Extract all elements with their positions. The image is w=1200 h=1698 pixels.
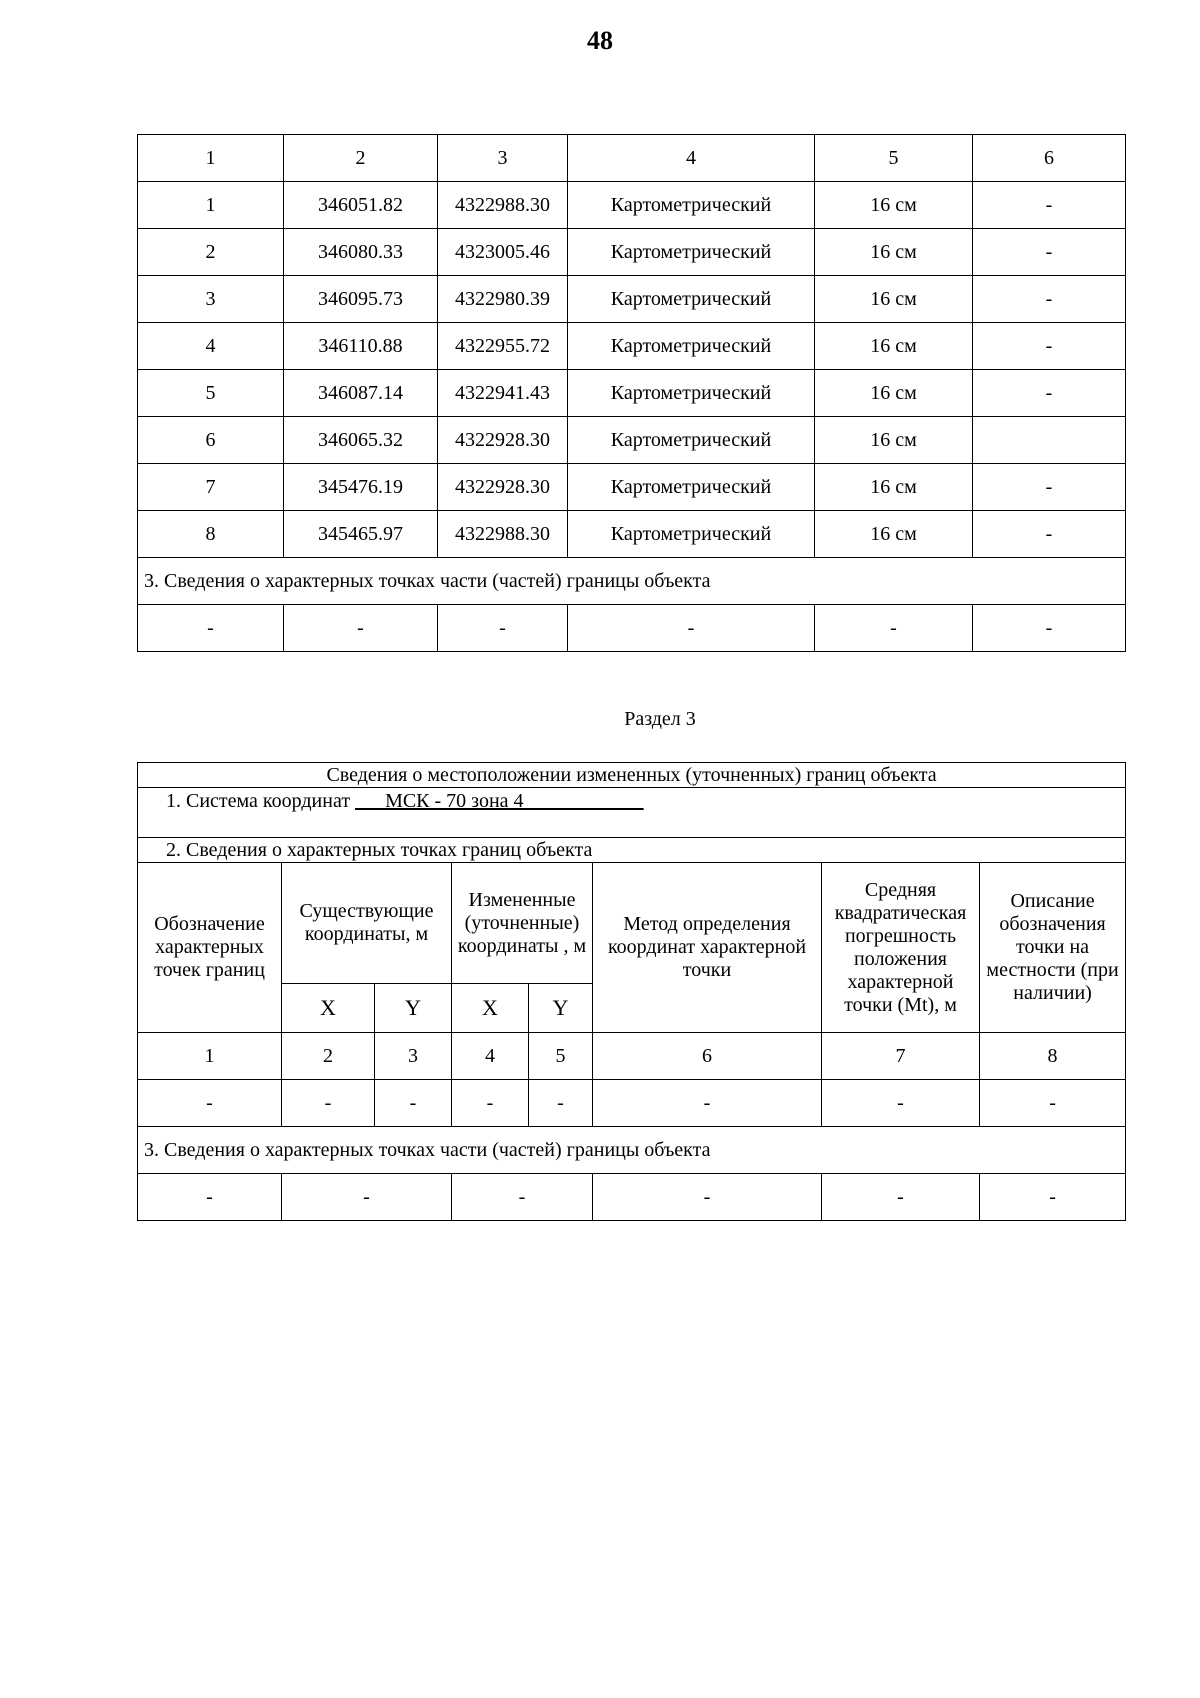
dash-cell: - xyxy=(593,1174,822,1221)
dash-cell: - xyxy=(375,1080,452,1127)
description-cell: - xyxy=(973,182,1126,229)
method-header: Метод определения координат характерной точки xyxy=(593,863,822,1033)
description-cell: - xyxy=(973,276,1126,323)
y-coordinate-cell: 4322988.30 xyxy=(438,182,568,229)
header-cell: 3 xyxy=(438,135,568,182)
parts-title-row xyxy=(138,558,1126,605)
dash-cell: - xyxy=(282,1080,375,1127)
parts-title: 3. Сведения о характерных точках части (частей) границы объекта xyxy=(138,558,1126,605)
error-cell: 16 см xyxy=(815,323,973,370)
dash-cell: - xyxy=(973,605,1126,652)
method-cell: Картометрический xyxy=(568,370,815,417)
x-coordinate-cell: 346051.82 xyxy=(284,182,438,229)
description-cell: - xyxy=(973,323,1126,370)
description-cell: - xyxy=(973,370,1126,417)
dash-cell: - xyxy=(452,1174,593,1221)
dash-cell: - xyxy=(438,605,568,652)
dash-cell: - xyxy=(138,1174,282,1221)
error-cell: 16 см xyxy=(815,229,973,276)
error-cell: 16 см xyxy=(815,464,973,511)
description-cell xyxy=(973,417,1126,464)
dash-cell: - xyxy=(980,1080,1126,1127)
x-header: X xyxy=(452,984,529,1033)
error-cell: 16 см xyxy=(815,511,973,558)
column-number: 2 xyxy=(282,1033,375,1080)
x-coordinate-cell: 346087.14 xyxy=(284,370,438,417)
method-cell: Картометрический xyxy=(568,182,815,229)
description-cell: - xyxy=(973,229,1126,276)
column-number: 4 xyxy=(452,1033,529,1080)
table-title: Сведения о местоположении измененных (уточненных) границ объекта xyxy=(138,763,1126,788)
header-cell: 5 xyxy=(815,135,973,182)
x-coordinate-cell: 346080.33 xyxy=(284,229,438,276)
dash-cell: - xyxy=(138,605,284,652)
table-row xyxy=(138,182,1126,229)
error-header: Средняя квадратическая погрешность положения характерной точки (Mt), м xyxy=(822,863,980,1033)
y-header: Y xyxy=(375,984,452,1033)
header-cell: 4 xyxy=(568,135,815,182)
column-number: 1 xyxy=(138,1033,282,1080)
coordinate-system-label: 1. Система координат xyxy=(166,790,356,812)
table-row xyxy=(138,511,1126,558)
existing-coordinates-header: Существующие координаты, м xyxy=(282,863,452,984)
dash-cell: - xyxy=(138,1080,282,1127)
point-number-cell: 2 xyxy=(138,229,284,276)
error-cell: 16 см xyxy=(815,182,973,229)
method-cell: Картометрический xyxy=(568,229,815,276)
method-cell: Картометрический xyxy=(568,511,815,558)
header-cell: 1 xyxy=(138,135,284,182)
x-header: X xyxy=(282,984,375,1033)
table-row xyxy=(138,276,1126,323)
table-row xyxy=(138,1080,1126,1127)
table-row xyxy=(138,417,1126,464)
dash-cell: - xyxy=(822,1174,980,1221)
method-cell: Картометрический xyxy=(568,323,815,370)
point-number-cell: 5 xyxy=(138,370,284,417)
table-row xyxy=(138,370,1126,417)
page-number: 48 xyxy=(587,26,613,55)
y-coordinate-cell: 4322941.43 xyxy=(438,370,568,417)
y-coordinate-cell: 4323005.46 xyxy=(438,229,568,276)
description-cell: - xyxy=(973,511,1126,558)
y-coordinate-cell: 4322928.30 xyxy=(438,417,568,464)
point-number-cell: 8 xyxy=(138,511,284,558)
points-title-row xyxy=(138,838,1126,863)
point-number-cell: 4 xyxy=(138,323,284,370)
x-coordinate-cell: 346095.73 xyxy=(284,276,438,323)
point-number-cell: 6 xyxy=(138,417,284,464)
boundary-points-table xyxy=(137,134,1126,652)
dash-cell: - xyxy=(593,1080,822,1127)
method-cell: Картометрический xyxy=(568,276,815,323)
column-number: 3 xyxy=(375,1033,452,1080)
description-header: Описание обозначения точки на местности (при наличии) xyxy=(980,863,1126,1033)
column-number: 5 xyxy=(529,1033,593,1080)
table-row xyxy=(138,605,1126,652)
column-number: 8 xyxy=(980,1033,1126,1080)
y-coordinate-cell: 4322988.30 xyxy=(438,511,568,558)
point-number-cell: 7 xyxy=(138,464,284,511)
dash-cell: - xyxy=(822,1080,980,1127)
dash-cell: - xyxy=(815,605,973,652)
coordinate-system-row xyxy=(138,788,1126,838)
parts-title-row xyxy=(138,1127,1126,1174)
error-cell: 16 см xyxy=(815,370,973,417)
x-coordinate-cell: 346110.88 xyxy=(284,323,438,370)
x-coordinate-cell: 345465.97 xyxy=(284,511,438,558)
y-coordinate-cell: 4322980.39 xyxy=(438,276,568,323)
table-row xyxy=(138,229,1126,276)
section-label: Раздел 3 xyxy=(624,708,696,730)
changed-coordinates-header: Измененные (уточненные) координаты , м xyxy=(452,863,593,984)
dash-cell: - xyxy=(529,1080,593,1127)
designation-header: Обозначение характерных точек границ xyxy=(138,863,282,1033)
y-coordinate-cell: 4322955.72 xyxy=(438,323,568,370)
table-header-row xyxy=(138,135,1126,182)
dash-cell: - xyxy=(282,1174,452,1221)
method-cell: Картометрический xyxy=(568,417,815,464)
dash-cell: - xyxy=(568,605,815,652)
column-numbers-row xyxy=(138,1033,1126,1080)
column-number: 7 xyxy=(822,1033,980,1080)
changed-boundaries-table xyxy=(137,762,1126,1221)
method-cell: Картометрический xyxy=(568,464,815,511)
x-coordinate-cell: 346065.32 xyxy=(284,417,438,464)
points-title: 2. Сведения о характерных точках границ объекта xyxy=(138,838,1126,863)
y-header: Y xyxy=(529,984,593,1033)
dash-cell: - xyxy=(452,1080,529,1127)
error-cell: 16 см xyxy=(815,417,973,464)
coordinate-system xyxy=(138,788,1126,838)
header-row xyxy=(138,863,1126,984)
table-row xyxy=(138,464,1126,511)
y-coordinate-cell: 4322928.30 xyxy=(438,464,568,511)
coordinate-system-value: ___МСК - 70 зона 4____________ xyxy=(355,790,644,812)
point-number-cell: 1 xyxy=(138,182,284,229)
header-cell: 6 xyxy=(973,135,1126,182)
parts-title: 3. Сведения о характерных точках части (частей) границы объекта xyxy=(138,1127,1126,1174)
table-row xyxy=(138,1174,1126,1221)
x-coordinate-cell: 345476.19 xyxy=(284,464,438,511)
dash-cell: - xyxy=(284,605,438,652)
dash-cell: - xyxy=(980,1174,1126,1221)
header-cell: 2 xyxy=(284,135,438,182)
column-number: 6 xyxy=(593,1033,822,1080)
description-cell: - xyxy=(973,464,1126,511)
point-number-cell: 3 xyxy=(138,276,284,323)
title-row xyxy=(138,763,1126,788)
table-row xyxy=(138,323,1126,370)
error-cell: 16 см xyxy=(815,276,973,323)
